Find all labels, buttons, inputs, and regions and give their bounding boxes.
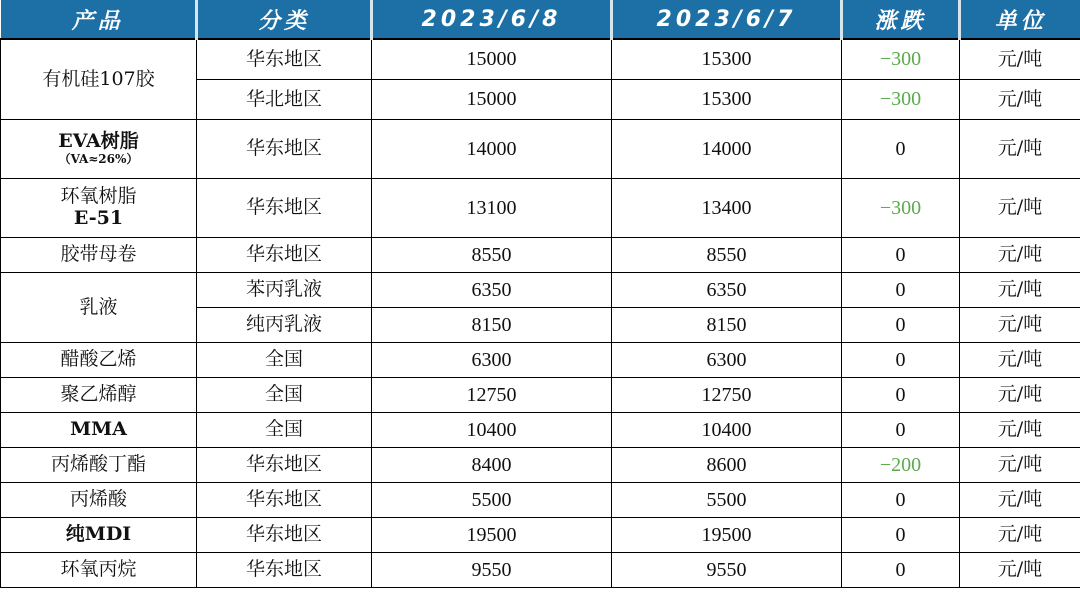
unit-cell: 元/吨 [960, 179, 1080, 238]
category-cell: 华东地区 [197, 179, 372, 238]
product-name: 乳液 [1, 273, 197, 343]
price-cell: 8550 [372, 238, 612, 273]
category-cell: 华北地区 [197, 80, 372, 120]
product-name: 胶带母卷 [1, 238, 197, 273]
change-cell: 0 [842, 308, 960, 343]
product-name [1, 120, 197, 179]
category-cell: 华东地区 [197, 238, 372, 273]
category-cell: 华东地区 [197, 448, 372, 483]
product-name: 有机硅107胶 [1, 39, 197, 120]
price-cell: 8150 [372, 308, 612, 343]
table-row [1, 273, 1080, 308]
price-cell: 5500 [372, 483, 612, 518]
change-cell: 0 [842, 518, 960, 553]
header-change: 涨跌 [842, 0, 960, 39]
price-cell: 9550 [372, 553, 612, 588]
table-row [1, 120, 1080, 179]
category-cell: 华东地区 [197, 553, 372, 588]
category-cell: 华东地区 [197, 120, 372, 179]
table-row [1, 179, 1080, 238]
unit-cell: 元/吨 [960, 518, 1080, 553]
price-cell: 15000 [372, 80, 612, 120]
table-row [1, 378, 1080, 413]
price-cell: 12750 [372, 378, 612, 413]
change-cell: −300 [842, 179, 960, 238]
unit-cell: 元/吨 [960, 308, 1080, 343]
price-cell: 15000 [372, 39, 612, 80]
change-cell: −300 [842, 80, 960, 120]
change-cell: 0 [842, 273, 960, 308]
table-row [1, 238, 1080, 273]
product-name: 丙烯酸 [1, 483, 197, 518]
unit-cell: 元/吨 [960, 483, 1080, 518]
price-cell: 14000 [372, 120, 612, 179]
product-name-main: 环氧树脂 [60, 185, 137, 208]
header-date-2: 2023/6/7 [612, 0, 842, 39]
price-cell: 6350 [612, 273, 842, 308]
unit-cell: 元/吨 [960, 80, 1080, 120]
price-cell: 14000 [612, 120, 842, 179]
product-name: 丙烯酸丁酯 [1, 448, 197, 483]
category-cell: 华东地区 [197, 39, 372, 80]
price-cell: 8400 [372, 448, 612, 483]
header-row [1, 0, 1080, 39]
unit-cell: 元/吨 [960, 120, 1080, 179]
change-cell: 0 [842, 553, 960, 588]
price-cell: 15300 [612, 80, 842, 120]
unit-cell: 元/吨 [960, 273, 1080, 308]
price-cell: 8150 [612, 308, 842, 343]
price-cell: 8550 [612, 238, 842, 273]
price-cell: 6300 [372, 343, 612, 378]
category-cell: 华东地区 [197, 518, 372, 553]
change-cell: 0 [842, 343, 960, 378]
price-cell: 6300 [612, 343, 842, 378]
product-name: 纯MDI [1, 518, 197, 553]
category-cell: 华东地区 [197, 483, 372, 518]
product-name: 聚乙烯醇 [1, 378, 197, 413]
unit-cell: 元/吨 [960, 413, 1080, 448]
price-cell: 6350 [372, 273, 612, 308]
header-product: 产品 [1, 0, 197, 39]
unit-cell: 元/吨 [960, 378, 1080, 413]
product-name-main: EVA树脂 [58, 130, 139, 153]
change-cell: 0 [842, 238, 960, 273]
price-cell: 12750 [612, 378, 842, 413]
price-cell: 19500 [372, 518, 612, 553]
header-category: 分类 [197, 0, 372, 39]
product-name: MMA [1, 413, 197, 448]
unit-cell: 元/吨 [960, 448, 1080, 483]
change-cell: 0 [842, 378, 960, 413]
price-cell: 13100 [372, 179, 612, 238]
unit-cell: 元/吨 [960, 238, 1080, 273]
price-cell: 13400 [612, 179, 842, 238]
product-name: 醋酸乙烯 [1, 343, 197, 378]
price-cell: 5500 [612, 483, 842, 518]
price-cell: 9550 [612, 553, 842, 588]
table-row [1, 553, 1080, 588]
table-row [1, 483, 1080, 518]
category-cell: 苯丙乳液 [197, 273, 372, 308]
price-cell: 15300 [612, 39, 842, 80]
table-row [1, 343, 1080, 378]
price-cell: 10400 [612, 413, 842, 448]
change-cell: 0 [842, 120, 960, 179]
price-cell: 10400 [372, 413, 612, 448]
table-row [1, 518, 1080, 553]
change-cell: 0 [842, 483, 960, 518]
table-row [1, 448, 1080, 483]
product-name: 环氧丙烷 [1, 553, 197, 588]
category-cell: 全国 [197, 343, 372, 378]
category-cell: 全国 [197, 413, 372, 448]
header-unit: 单位 [960, 0, 1080, 39]
table-row [1, 413, 1080, 448]
unit-cell: 元/吨 [960, 343, 1080, 378]
category-cell: 纯丙乳液 [197, 308, 372, 343]
table-row [1, 39, 1080, 80]
category-cell: 全国 [197, 378, 372, 413]
product-name-code: E-51 [73, 207, 124, 229]
change-cell: −200 [842, 448, 960, 483]
product-name [1, 179, 197, 238]
change-cell: −300 [842, 39, 960, 80]
product-name-sub: （VA≈26%） [58, 152, 139, 167]
unit-cell: 元/吨 [960, 553, 1080, 588]
unit-cell: 元/吨 [960, 39, 1080, 80]
change-cell: 0 [842, 413, 960, 448]
price-cell: 8600 [612, 448, 842, 483]
price-cell: 19500 [612, 518, 842, 553]
header-date-1: 2023/6/8 [372, 0, 612, 39]
